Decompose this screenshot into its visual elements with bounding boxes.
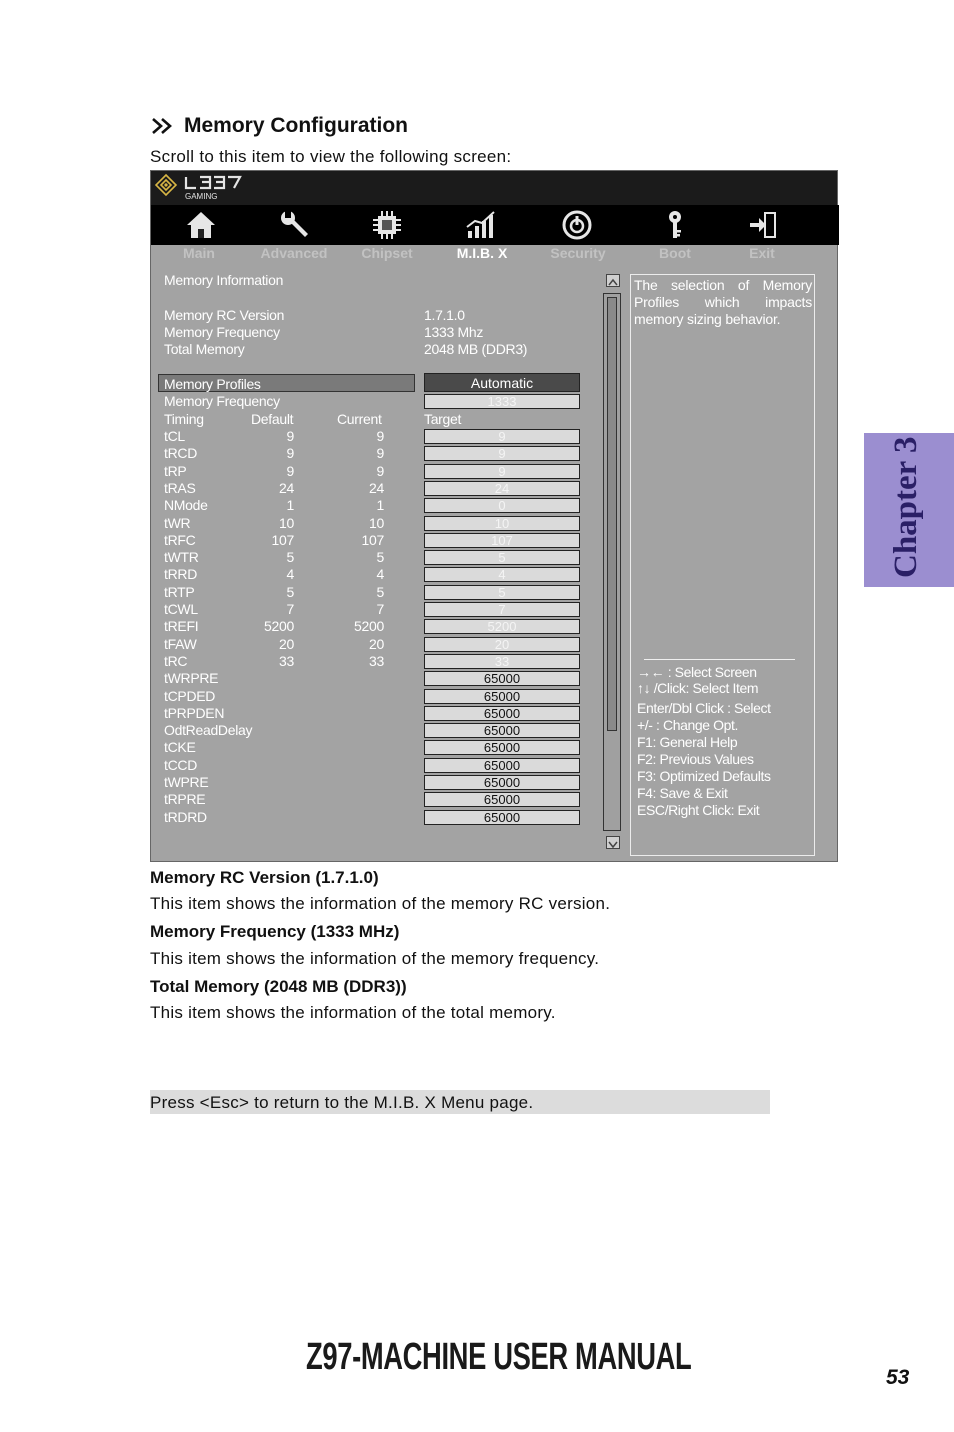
timing-default: 5 [286,583,294,600]
bios-title-bar [151,171,837,205]
key-help-item: F1: General Help [637,734,738,750]
timing-current: 33 [369,652,384,669]
timing-name: tFAW [164,635,197,652]
default-column-header: Default [251,411,294,427]
timing-target-field[interactable]: 65000 [424,775,580,790]
scroll-up-button[interactable] [606,274,620,287]
help-divider [644,659,795,660]
timing-target-field[interactable]: 24 [424,481,580,496]
timing-target-field[interactable]: 0 [424,498,580,513]
timing-default: 20 [279,635,294,652]
section-heading [150,114,408,138]
timing-current: 9 [376,428,384,444]
memory-frequency-setting-label: Memory Frequency [164,393,280,409]
home-icon[interactable] [185,209,217,241]
timing-name: tCPDED [164,687,216,704]
timing-default: 9 [286,445,294,462]
timing-name: tRDRD [164,808,207,825]
section-title: Memory Configuration [184,114,408,137]
scroll-down-button[interactable] [606,836,620,849]
exit-door-icon[interactable] [747,209,779,241]
desc-heading-rc-version: Memory RC Version (1.7.1.0) [150,868,379,887]
timing-target-field[interactable]: 9 [424,429,580,444]
timing-current: 7 [376,601,384,617]
timing-name: tRRD [164,566,198,583]
timing-name: tRFC [164,531,196,548]
timing-default: 107 [271,531,294,548]
timing-name: tRTP [164,583,195,600]
timing-name: NMode [164,497,208,514]
timing-name: tCWL [164,601,198,617]
timing-target-field[interactable]: 10 [424,516,580,531]
bios-tab-row [151,245,837,267]
timing-name: tCCD [164,756,198,773]
info-label: Total Memory [164,341,245,357]
timing-current: 5 [376,583,384,600]
info-value: 1333 Mhz [424,324,484,340]
timing-default: 24 [279,479,294,496]
timing-target-field[interactable]: 5 [424,585,580,600]
manual-title: Z97-MACHINE USER MANUAL [306,1336,692,1378]
memory-information-header: Memory Information [164,272,284,288]
key-help-item: Enter/Dbl Click : Select [637,700,771,716]
wrench-icon[interactable] [279,209,311,241]
chevron-down-icon [607,839,619,850]
memory-frequency-setting-value[interactable]: 1333 [424,394,580,409]
tab-security[interactable]: Security [550,245,606,261]
performance-chart-icon[interactable] [465,209,497,241]
memory-profiles-label: Memory Profiles [164,376,261,392]
timing-default: 5 [286,549,294,566]
timing-target-field[interactable]: 65000 [424,792,580,807]
timing-target-field[interactable]: 9 [424,446,580,461]
esc-note: Press <Esc> to return to the M.I.B. X Menu page. [150,1090,770,1114]
timing-target-field[interactable]: 65000 [424,758,580,773]
timing-name: tRAS [164,479,196,496]
desc-text-memory-frequency: This item shows the information of the memory frequency. [150,949,600,968]
l337-gaming-logo [154,173,246,203]
timing-name: tCKE [164,739,196,756]
target-column-header: Target [424,411,462,427]
timing-target-field[interactable]: 20 [424,637,580,652]
timing-name: tCL [164,428,185,444]
memory-profiles-value[interactable]: Automatic [424,373,580,392]
timing-target-field[interactable]: 9 [424,464,580,479]
timing-name: tWR [164,514,191,531]
timing-target-field[interactable]: 65000 [424,740,580,755]
page-number: 53 [886,1366,910,1389]
timing-name: tREFI [164,618,199,635]
intro-text: Scroll to this item to view the following screen: [150,147,512,166]
timing-current: 9 [376,445,384,462]
bios-icon-bar [151,205,839,245]
key-icon[interactable] [659,209,691,241]
desc-text-rc-version: This item shows the information of the memory RC version. [150,894,611,913]
timing-current: 1 [376,497,384,514]
timing-target-field[interactable]: 65000 [424,689,580,704]
key-help-item: ESC/Right Click: Exit [637,802,760,818]
current-column-header: Current [337,411,382,427]
timing-name: tRP [164,462,187,479]
timing-target-field[interactable]: 5200 [424,619,580,634]
bios-screen [150,170,838,862]
timing-current: 107 [361,531,384,548]
timing-name: OdtReadDelay [164,722,253,739]
tab-advanced[interactable]: Advanced [260,245,328,261]
timing-default: 1 [286,497,294,514]
timing-target-field[interactable]: 65000 [424,810,580,825]
timing-name: tPRPDEN [164,704,225,721]
timing-name: tWRPRE [164,670,219,687]
info-label: Memory Frequency [164,324,280,340]
info-value: 1.7.1.0 [424,307,465,323]
timing-default: 7 [286,601,294,617]
timing-default: 10 [279,514,294,531]
key-help-item: F3: Optimized Defaults [637,768,771,784]
tab-main[interactable]: Main [183,245,215,261]
power-icon[interactable] [561,209,593,241]
timing-default: 9 [286,428,294,444]
info-value: 2048 MB (DDR3) [424,341,528,357]
timing-current: 4 [376,566,384,583]
timing-target-field[interactable]: 5 [424,550,580,565]
timing-name: tRC [164,652,188,669]
timing-target-field[interactable]: 65000 [424,706,580,721]
timing-target-field[interactable]: 107 [424,533,580,548]
help-description: The selection of Memory Profiles which impacts memory sizing behavior. [634,277,812,327]
timing-name: tWPRE [164,774,209,790]
timing-current: 9 [376,462,384,479]
timing-target-field[interactable]: 65000 [424,723,580,738]
timing-default: 33 [279,652,294,669]
double-chevron-right-icon [150,116,176,136]
chapter-tab [864,433,954,587]
timing-name: tRCD [164,445,198,462]
timing-current: 10 [369,514,384,531]
chapter-label: Chapter 3 [888,436,924,578]
key-help-item: F4: Save & Exit [637,785,728,801]
timing-default: 4 [286,566,294,583]
chip-icon[interactable] [371,209,403,241]
timing-name: tWTR [164,549,199,566]
tab-exit[interactable]: Exit [749,245,775,261]
timing-name: tRPRE [164,791,206,808]
desc-heading-total-memory: Total Memory (2048 MB (DDR3)) [150,977,407,996]
info-label: Memory RC Version [164,307,285,323]
desc-heading-memory-frequency: Memory Frequency (1333 MHz) [150,922,400,941]
timing-current: 20 [369,635,384,652]
timing-column-header: Timing [164,411,204,427]
timing-target-field[interactable]: 7 [424,602,580,617]
timing-current: 5200 [354,618,384,635]
timing-target-field[interactable]: 65000 [424,671,580,686]
key-help-item: →← : Select Screen [637,664,757,680]
scrollbar-thumb[interactable] [607,297,617,731]
desc-text-total-memory: This item shows the information of the total memory. [150,1003,556,1022]
svg-text:GAMING: GAMING [185,192,218,201]
timing-target-field[interactable]: 33 [424,654,580,669]
tab-m-i-b-x[interactable]: M.I.B. X [456,245,508,261]
tab-boot[interactable]: Boot [659,245,691,261]
chevron-up-icon [607,277,619,288]
timing-default: 9 [286,462,294,479]
key-help-item: +/- : Change Opt. [637,717,738,733]
key-help-item: ↑↓ /Click: Select Item [637,680,759,696]
timing-default: 5200 [264,618,294,635]
timing-current: 24 [369,479,384,496]
tab-chipset[interactable]: Chipset [361,245,413,261]
key-help-item: F2: Previous Values [637,751,754,767]
timing-current: 5 [376,549,384,566]
timing-target-field[interactable]: 4 [424,567,580,582]
